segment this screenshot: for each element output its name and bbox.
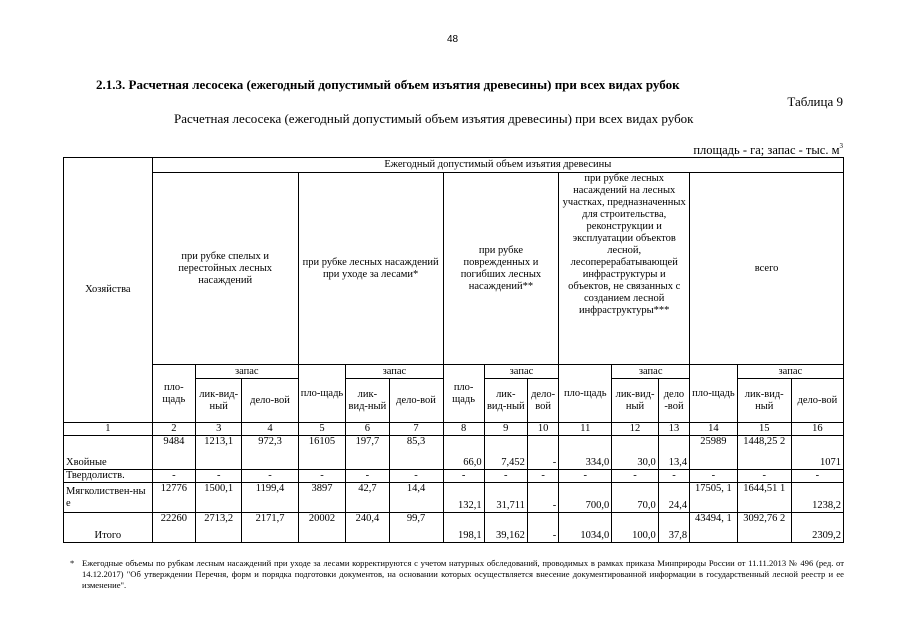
table-cell: - — [484, 470, 527, 483]
row-name: Твердолиств. — [64, 470, 153, 483]
table-cell: 85,3 — [389, 436, 443, 470]
table-cell: 31,711 — [484, 483, 527, 513]
row-name: Хвойные — [64, 436, 153, 470]
table-cell: 14,4 — [389, 483, 443, 513]
col-number: 5 — [298, 423, 346, 436]
group-header-mature: при рубке спелых и перестойных лесных насаждений — [152, 173, 298, 365]
footnote-mark: * — [70, 558, 75, 568]
table-cell: 30,0 — [612, 436, 659, 470]
table-cell: 1448,25 2 — [737, 436, 791, 470]
table-cell: 132,1 — [443, 483, 484, 513]
table-cell: 240,4 — [346, 513, 389, 543]
table-row — [64, 470, 844, 483]
area-header: пло-щадь — [152, 365, 195, 423]
group-header-construction: при рубке лесных насаждений на лесных участках, предназначенных для строительства, реконструкции и эксплуатации объектов лесной, лесоперерабатывающей инфраструктуры и объектов, не связанных с созданием лесной инфраструктуры*** — [559, 173, 690, 365]
area-header: пло-щадь — [298, 365, 346, 423]
table-cell: 2309,2 — [791, 513, 843, 543]
table-cell: 1034,0 — [559, 513, 612, 543]
table-cell: 972,3 — [242, 436, 298, 470]
column-numbers-row — [64, 423, 844, 436]
liquid-header: лик-вид-ный — [484, 379, 527, 423]
table-cell: - — [737, 470, 791, 483]
group-header-damaged: при рубке поврежденных и погибших лесных насаждений** — [443, 173, 559, 365]
area-header: пло-щадь — [690, 365, 738, 423]
table-cell: 2171,7 — [242, 513, 298, 543]
table-cell: - — [791, 470, 843, 483]
col-number: 13 — [658, 423, 689, 436]
table-cell: 334,0 — [559, 436, 612, 470]
table-cell: 1071 — [791, 436, 843, 470]
col-number: 8 — [443, 423, 484, 436]
table-cell: - — [527, 470, 558, 483]
table-label: Таблица 9 — [787, 94, 843, 109]
group-header-care: при рубке лесных насаждений при уходе за лесами* — [298, 173, 443, 365]
table-cell: 700,0 — [559, 483, 612, 513]
units-text: площадь - га; запас - тыс. м — [693, 143, 840, 157]
table-cell: - — [527, 513, 558, 543]
units-superscript: 3 — [839, 142, 843, 150]
col-number: 10 — [527, 423, 558, 436]
table-cell: 1644,51 1 — [737, 483, 791, 513]
stock-header: запас — [195, 365, 298, 379]
table-cell: 7,452 — [484, 436, 527, 470]
col-number: 1 — [64, 423, 153, 436]
table-cell: - — [527, 436, 558, 470]
stock-header: запас — [346, 365, 443, 379]
table-cell: - — [195, 470, 242, 483]
table-cell: - — [298, 470, 346, 483]
table-cell: 17505, 1 — [690, 483, 738, 513]
units-note — [693, 142, 843, 158]
table-cell: 198,1 — [443, 513, 484, 543]
area-header: пло-щадь — [443, 365, 484, 423]
area-header: пло-щадь — [559, 365, 612, 423]
table-cell: - — [527, 483, 558, 513]
table-cell: 22260 — [152, 513, 195, 543]
table-cell: 37,8 — [658, 513, 689, 543]
table-cell: 13,4 — [658, 436, 689, 470]
table-cell: - — [389, 470, 443, 483]
table-row — [64, 436, 844, 470]
stock-header: запас — [737, 365, 843, 379]
table-cell: 1238,2 — [791, 483, 843, 513]
table-cell: - — [658, 470, 689, 483]
page-number: 48 — [446, 34, 459, 45]
liquid-header: лик-вид-ный — [612, 379, 659, 423]
col-number: 11 — [559, 423, 612, 436]
stock-header: запас — [484, 365, 559, 379]
col-number: 3 — [195, 423, 242, 436]
col-number: 6 — [346, 423, 389, 436]
table-cell: 197,7 — [346, 436, 389, 470]
business-header: дело -вой — [658, 379, 689, 423]
table-cell: 42,7 — [346, 483, 389, 513]
group-header-total: всего — [690, 173, 844, 365]
footnote-text: Ежегодные объемы по рубкам лесным насаждений при уходе за лесами корректируются с учетом натурных обследований, проводимых в рамках приказа Минприроды России от 11.11.2013 № 496 (ред. от 14.12.2017) "Об утверждении Перечня, форм и порядка подготовки документов, на основании которых осуществляется внесение документированной информации в государственный лесной реестр и ее изменение". — [82, 558, 844, 590]
farm-header: Хозяйства — [64, 158, 153, 423]
table-cell: 25989 — [690, 436, 738, 470]
table-cell: 39,162 — [484, 513, 527, 543]
row-name: Итого — [64, 513, 153, 543]
table-cell: - — [152, 470, 195, 483]
table-cell: 12776 — [152, 483, 195, 513]
table-cell: - — [242, 470, 298, 483]
liquid-header: лик-вид-ный — [346, 379, 389, 423]
table-cell: 1213,1 — [195, 436, 242, 470]
col-number: 2 — [152, 423, 195, 436]
table-cell: 3897 — [298, 483, 346, 513]
col-number: 4 — [242, 423, 298, 436]
table-cell: 24,4 — [658, 483, 689, 513]
table-caption: Расчетная лесосека (ежегодный допустимый объем изъятия древесины) при всех видах рубок — [174, 111, 694, 126]
table-cell: 2713,2 — [195, 513, 242, 543]
table-cell: 99,7 — [389, 513, 443, 543]
table-cell: - — [443, 470, 484, 483]
table-row-total — [64, 513, 844, 543]
table-cell: - — [690, 470, 738, 483]
col-number: 9 — [484, 423, 527, 436]
stock-header: запас — [612, 365, 690, 379]
table-cell: 1199,4 — [242, 483, 298, 513]
business-header: дело-вой — [389, 379, 443, 423]
allowable-cut-table — [63, 157, 844, 543]
business-header: дело-вой — [242, 379, 298, 423]
col-number: 15 — [737, 423, 791, 436]
table-cell: 66,0 — [443, 436, 484, 470]
table-cell: 20002 — [298, 513, 346, 543]
table-cell: 1500,1 — [195, 483, 242, 513]
table-row — [64, 483, 844, 513]
table-cell: - — [346, 470, 389, 483]
annual-volume-header: Ежегодный допустимый объем изъятия древесины — [152, 158, 843, 173]
table-cell: 9484 — [152, 436, 195, 470]
footnote — [72, 558, 844, 591]
col-number: 14 — [690, 423, 738, 436]
table-cell: 3092,76 2 — [737, 513, 791, 543]
business-header: дело-вой — [527, 379, 558, 423]
row-name: Мягколиствен-ные — [64, 483, 153, 513]
col-number: 7 — [389, 423, 443, 436]
table-cell: 70,0 — [612, 483, 659, 513]
section-heading: 2.1.3. Расчетная лесосека (ежегодный допустимый объем изъятия древесины) при всех видах рубок — [96, 77, 680, 92]
table-cell: 16105 — [298, 436, 346, 470]
col-number: 16 — [791, 423, 843, 436]
business-header: дело-вой — [791, 379, 843, 423]
table-cell: 43494, 1 — [690, 513, 738, 543]
liquid-header: лик-вид-ный — [737, 379, 791, 423]
col-number: 12 — [612, 423, 659, 436]
liquid-header: лик-вид-ный — [195, 379, 242, 423]
table-cell: 100,0 — [612, 513, 659, 543]
table-cell: - — [612, 470, 659, 483]
table-cell: - — [559, 470, 612, 483]
